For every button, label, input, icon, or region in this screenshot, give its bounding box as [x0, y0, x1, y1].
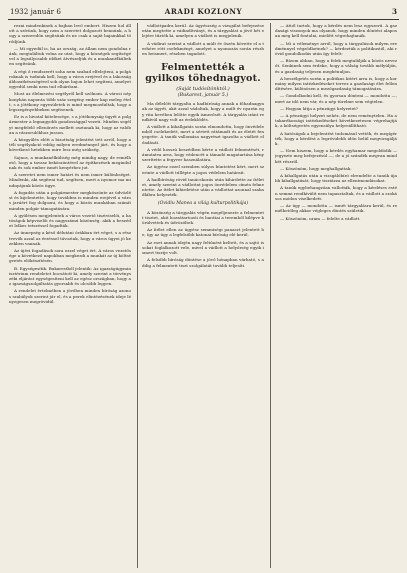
paragraph: A felsőbb bíróság döntése a jövő hónapban várható, s addig a felmentett tiszt szolgálatát tovább teljesíti. [142, 257, 264, 268]
paragraph: A védő hosszú beszédben kérte a vádlott felmentését, rámutatva arra, hogy védencét a támadó magatartása kényszerítette a fegyver használatára. [142, 146, 264, 163]
page-header [8, 6, 399, 20]
paragraph: A régi ő rendszerét soha nem szabad elfelejteni, a polgároknak is tudniuk kell, hogy a város erejével és a lakosság áldozatkészségével sok olyan bajon lehet segíteni, amelyet egyedül senki nem tud elhárítani. [9, 68, 131, 90]
page-number: 3 [391, 7, 397, 16]
column-middle [142, 23, 264, 568]
issue-date: 1932 január 6 [10, 7, 61, 16]
paragraph: — Köszönöm, hogy meghallgattak. [280, 165, 352, 171]
paragraph: Sajnos, a munkanélküliség még mindig nagy, de remélhető, hogy a tavasz beköszöntével az építkezések megindulnak és sok ember ismét kenyérhez jut. [9, 154, 131, 171]
paragraph: A rendelet értelmében a jövőben minden bíróság azonos szabályok szerint jár el, és a perek elintézésének ideje lényegesen megrövidül. [9, 288, 131, 304]
paragraph: — Mi a véleménye arról, hogy a tárgyalások milyen eredménnyel végződhetnek? — kérdeztük a politikustól, aki rövid gondolkodás után így felelt: [275, 40, 397, 57]
paragraph: Az újévi fogadások sora ezzel véget ért. A város vezetősége a következő napokban megkezdi a munkát az új költségvetés előkészítésén. [9, 247, 131, 264]
paragraph: — Mi egyedül is, ha az ország, az állam nem gondolna ránk, megtaláltuk volna az utat, hogy a községek segítségével a legsúlyosabb időket átvészeljük és a munkanélkülieken segítsünk. [9, 45, 131, 67]
paragraph: — Hogyan látja a pénzügyi helyzetet? [280, 105, 359, 111]
article-headline: Felmentették a gyilkos töhednagyot. [145, 62, 261, 85]
section-subhead: (Ovidiu Manea a világ kulturpolitikája) [157, 200, 249, 206]
paragraph: Most az élelmezési segélyről kell szólnom. A városi népkonyhán naponta több száz szegény ember kap meleg ételt, s a jótékony egyesületek is mind megmozdultak, hogy a legszegényebbeken segítsenek. [9, 91, 131, 113]
paragraph: A fogadás után a polgármester megköszönte az üdvözlést és kijelentette, hogy továbbra is minden erejével a város javáért fog dolgozni, és hogy a közös munkában számít minden polgár támogatására. [9, 189, 131, 211]
paragraph: A közönség a tárgyalás végén megéljenezte a felmentett tisztet, akit hozzátartozói és barátai a teremből kilépve körülvettek és üdvözöltek. [142, 209, 264, 226]
paragraph: A tanúk egybehangzóan vallották, hogy a kérdéses estén semmi rendkívülit nem tapasztaltak, és a vádlott a szokásos módon viselkedett. [275, 185, 397, 201]
column-right [275, 23, 397, 568]
paragraph: B. Egységesítik. Bukarestből jelentik: Az igazságügyminisztérium rendeletet bocsátott ki, amely szerint a törvényszéki eljárást egységesíteni kell az egész országban, hogy az igazságszolgáltatás gyorsabb és olcsóbb legyen. [9, 265, 131, 287]
paragraph: Az ügyész ezzel szemben súlyos büntetést kért, mert szerinte a vádlott túllépte a jogos védelem határait. [142, 164, 264, 175]
paragraph: Ez is a hivatal kötelessége, s a jótékonyság ügyét a polgármester a legnagyobb gondossággal vezeti. Minden segélyt megfelelő ellenőrzés mellett osztanak ki, hogy az valóban a rászorulókhoz jusson. [9, 114, 131, 135]
paragraph: A kihallgatás után a vizsgálóbíró elrendelte a tanúk újabb kihallgatását, hogy tisztázza az ellentmondásokat. [275, 173, 397, 184]
column-divider [137, 23, 138, 568]
paragraph: A szeretet nem ismer határt és nem ismer különbséget. Mindenki, aki segíteni tud, segítsen, mert a nyomor ma mindnyájunk közös ügye. [9, 172, 131, 188]
column-left [9, 23, 131, 568]
paragraph: Ma délelőtt tárgyalta a hadbíróság annak a főhadnagynak az ügyét, akit azzal vádoltak, hogy a múlt év nyarán egy vita hevében lelőtte egyik ismerősét. A tárgyalás iránt rendkívül nagy volt az érdeklődés. [142, 101, 264, 122]
paragraph: rezni mindenkinek a bajban levő embert. Hiszen hol állott a szívünk, hogy nem a szeretet dolgozott bennünk, a hogy a szenvedőn segítsünk és ne csak a saját bajainkkal törődjünk. [9, 23, 131, 44]
paragraph: A hatóságok a bejelentést tudomásul vették, és megígérték, hogy a kérdést a legrövidebb időn belül megvizsgálják. [275, 130, 397, 147]
paragraph: vádlottpadra kerül. Az ügyészség a vizsgálat befejezése után megtette a vádindítványt, és a tárgyalást a jövő hét elejére tűzték ki, amelyen a vádlott is megjelenik. [142, 23, 264, 39]
paragraph: A közgyűlés előtt a bizottság jelentést tett arról, hogy a téli segélyakció eddig milyen eredménnyel járt, és hogy a következő hetekben mire lesz még szükség. [9, 137, 131, 153]
article-byline: (Saját tudósítónktól.) [176, 86, 230, 93]
paragraph: — Gondolkodni kell, és gyorsan dönteni — mondotta —, mert az idő nem vár, és a nép türelme sem végtelen. [275, 93, 397, 104]
paragraph: — Nem hiszem, hogy a kérdés egyhamar megoldódik — jegyezte meg befejezésül —, de a jó szándék megvan mindkét részről. [275, 148, 397, 164]
paragraph: — Attól tartok, hogy a kérdés nem lesz egyszerű. A gazdasági viszonyok ma olyanok, hogy minden döntést alaposan meg kell fontolni, mielőtt végrehajtanák. [275, 23, 397, 39]
paragraph: Az eset annak idején nagy feltűnést keltett, és a sajtó is sokat foglalkozott vele, mivel a vádlott a helyőrség egyik ismert tisztje volt. [142, 239, 264, 256]
paragraph: A gyűlésen megjelentek a város vezető tisztviselői, a hatóságok képviselői és nagyszámú közönség, akik a beszédet lelkes tetszéssel fogadták. [9, 212, 131, 229]
paragraph: — Az ügy — mondotta — ismét tárgyalásra kerül, és remélhetőleg akkor végleges döntés születik. [275, 203, 397, 214]
paragraph: Az ünnepség a késő délutáni órákban ért véget, s a résztvevők azzal az érzéssel távoztak, hogy a város ügyei jó kezekben vannak. [9, 230, 131, 246]
article-columns [8, 23, 399, 568]
article-dateline: (Bukarest, január 5.) [177, 93, 229, 99]
column-divider [270, 23, 271, 568]
paragraph: A hadbíróság rövid tanácskozás után kihirdette az ítéletet, amely szerint a vádlottat jogos önvédelem címén felmentette. Az ítélet kihirdetése után a vádlottat azonnal szabadlábra helyezték. [142, 176, 264, 198]
paragraph: A vádirat szerint a vádlott a múlt év őszén követte el a terhére rótt cselekményt, amelyet a nyomozás során részben beismert, részben tagadott. [142, 40, 264, 57]
paragraph: — A pénzügyi helyzet nehéz, de nem reménytelen. Ha a takarékossági intézkedéseket következetesen végrehajtják, a költségvetés egyensúlya helyreállítható. [275, 113, 397, 129]
paragraph: Az ítélet ellen az ügyész semmiségi panaszt jelentett be, így az ügy a legfelsőbb katonai bíróság elé kerül. [142, 227, 264, 238]
paragraph: A vádlott a kihallgatás során elmondotta, hogy önvédelemből cselekedett, mert a sértett rátámadt és az életét fenyegette. A tanúk vallomása nagyrészt igazolta a vádlott előadását. [142, 124, 264, 145]
paragraph: — Bízom abban, hogy a felek megtalálják a közös nevezőt. Senkinek sem érdeke, hogy a válság tovább mélyüljön, és a gazdaság teljesen megbénuljon. [275, 58, 397, 74]
masthead-title: ARADI KOZLONY [164, 7, 243, 16]
newspaper-page [8, 6, 399, 568]
paragraph: A beszélgetés során a politikus kitért arra is, hogy a kormány milyen intézkedéseket tervez a gazdasági élet fellendítésére, különösen a mezőgazdaság támogatására. [275, 75, 397, 92]
paragraph: — Köszönöm, uram — felelte a vádlott. [280, 215, 361, 221]
